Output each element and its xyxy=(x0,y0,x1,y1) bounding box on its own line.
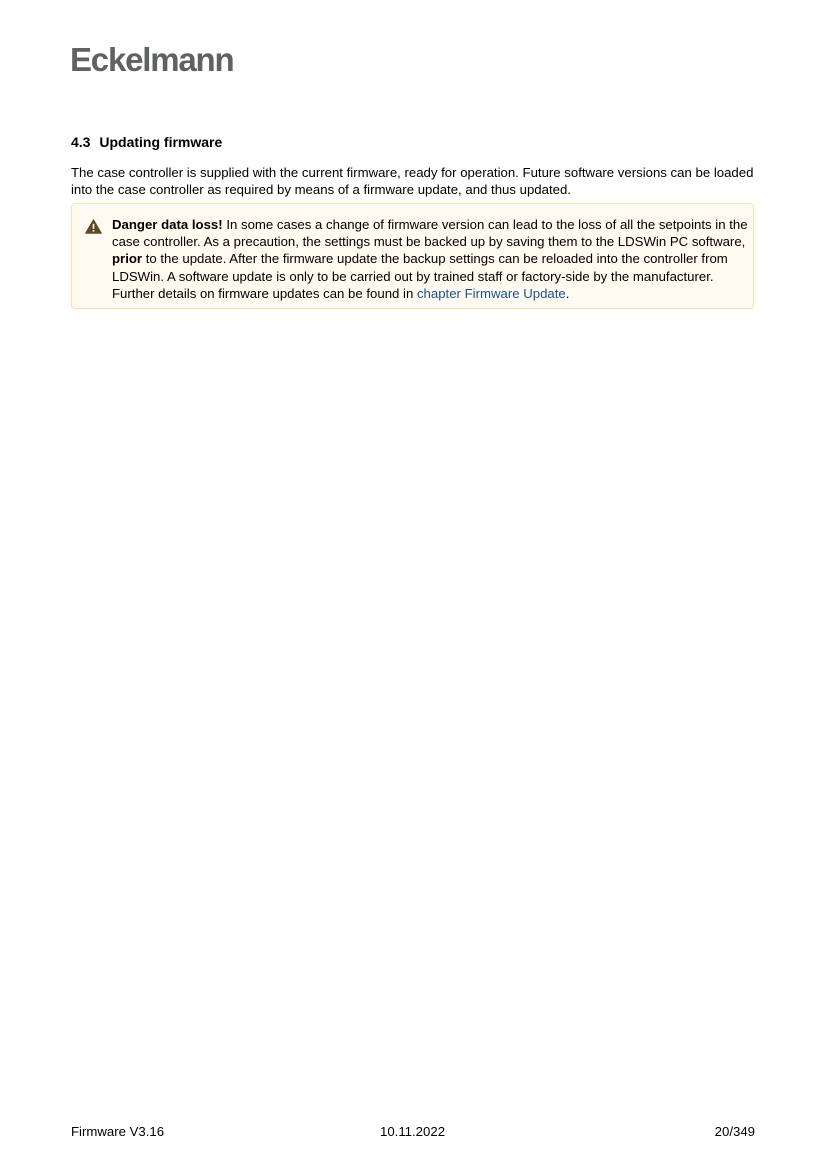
warning-text-part-1: In some cases a change of firmware version can lead to the loss of all the setpoints in the case controller. As a precaution, the settings must be backed up by saving them to the LDSWin PC software, xyxy=(112,217,748,250)
firmware-update-chapter-link[interactable]: chapter Firmware Update xyxy=(416,285,566,301)
warning-text-end: . xyxy=(565,285,570,301)
footer-version: Firmware V3.16 xyxy=(71,1124,165,1139)
company-logo: Eckelmann xyxy=(70,41,234,78)
section-title: Updating firmware xyxy=(99,134,223,150)
footer-date: 10.11.2022 xyxy=(380,1124,446,1139)
section-number: 4.3 xyxy=(71,134,91,150)
warning-text-part-2: to the update. After the firmware update the backup settings can be reloaded into the controller from LDSWin. A software update is only to be carried out by trained staff or factory-side by the manufacturer. Further details on firmware updates can be found in xyxy=(112,251,728,301)
intro-paragraph: The case controller is supplied with the current firmware, ready for operation. Future software versions can be loaded into the case controller as required by means of a firmware update, and thus updated. xyxy=(71,165,754,197)
warning-triangle-icon xyxy=(85,219,102,234)
warning-lead: Danger data loss! xyxy=(112,217,223,232)
warning-note-text xyxy=(112,216,752,302)
warning-note xyxy=(71,203,754,309)
section-heading xyxy=(71,134,222,151)
footer-page-number: 20/349 xyxy=(714,1124,755,1139)
warning-prior: prior xyxy=(112,251,143,267)
